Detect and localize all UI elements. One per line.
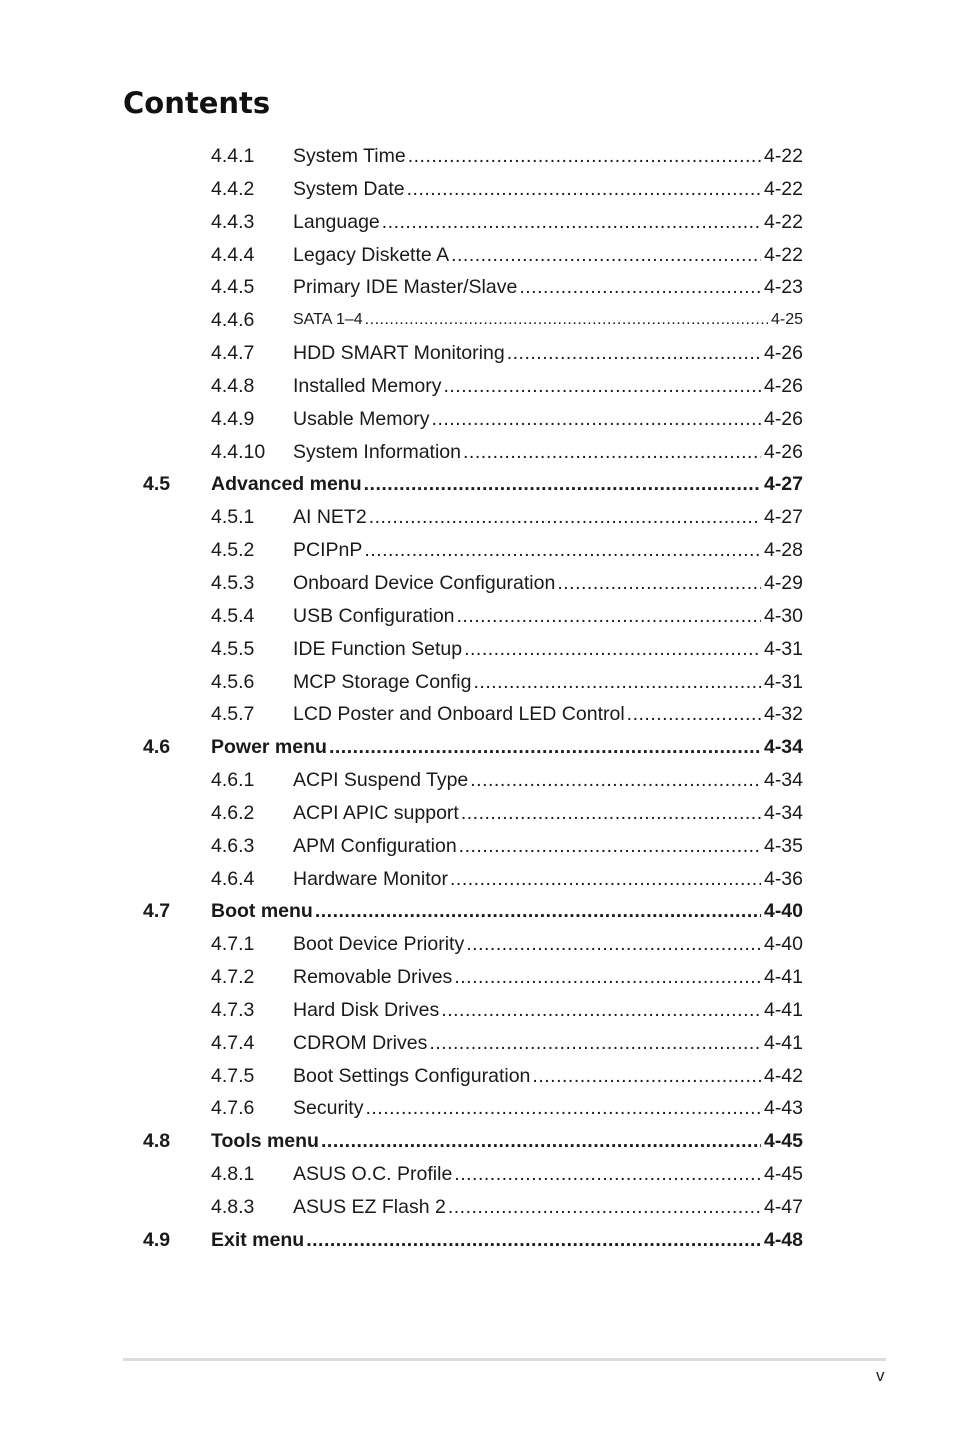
toc-entry-line xyxy=(293,1158,803,1191)
toc-entry-line xyxy=(293,666,803,699)
toc-entry-line xyxy=(293,534,803,567)
table-of-contents xyxy=(0,140,954,1257)
toc-subsection-entry[interactable] xyxy=(0,830,954,863)
dot-leader xyxy=(306,1224,761,1257)
dot-leader xyxy=(473,666,760,699)
toc-subsection-entry[interactable] xyxy=(0,206,954,239)
page-title: Contents xyxy=(123,86,271,120)
toc-subsection-entry[interactable] xyxy=(0,337,954,370)
toc-section-entry[interactable] xyxy=(0,895,954,928)
toc-subsection-entry[interactable] xyxy=(0,1158,954,1191)
toc-subsection-entry[interactable] xyxy=(0,1092,954,1125)
toc-entry-title: CDROM Drives xyxy=(293,1031,428,1054)
toc-subsection-entry[interactable] xyxy=(0,1191,954,1224)
toc-entry-page: 4-22 xyxy=(763,210,803,233)
dot-leader xyxy=(466,928,761,961)
toc-entry-page: 4-30 xyxy=(763,604,803,627)
toc-entry-line xyxy=(293,928,803,961)
toc-entry-line xyxy=(293,830,803,863)
toc-entry-number: 4.7.5 xyxy=(211,1064,255,1087)
toc-entry-title: Power menu xyxy=(211,736,327,759)
toc-subsection-entry[interactable] xyxy=(0,764,954,797)
toc-entry-number: 4.7.1 xyxy=(211,933,255,956)
toc-entry-title: AI NET2 xyxy=(293,506,367,529)
toc-entry-page: 4-41 xyxy=(763,966,803,989)
dot-leader xyxy=(315,895,761,928)
toc-entry-page: 4-23 xyxy=(763,276,803,299)
toc-entry-page: 4-26 xyxy=(763,440,803,463)
toc-entry-line xyxy=(293,436,803,469)
toc-entry-title: Removable Drives xyxy=(293,966,453,989)
dot-leader xyxy=(463,436,761,469)
toc-entry-line xyxy=(211,468,803,501)
toc-entry-line xyxy=(293,501,803,534)
toc-entry-number: 4.7.2 xyxy=(211,966,255,989)
toc-entry-title: Tools menu xyxy=(211,1130,319,1153)
toc-entry-number: 4.4.7 xyxy=(211,342,255,365)
dot-leader xyxy=(450,863,761,896)
toc-entry-page: 4-34 xyxy=(763,801,803,824)
toc-entry-title: IDE Function Setup xyxy=(293,637,463,660)
toc-subsection-entry[interactable] xyxy=(0,239,954,272)
toc-subsection-entry[interactable] xyxy=(0,863,954,896)
toc-subsection-entry[interactable] xyxy=(0,633,954,666)
toc-entry-line xyxy=(293,600,803,633)
toc-subsection-entry[interactable] xyxy=(0,370,954,403)
toc-entry-line xyxy=(293,337,803,370)
toc-entry-page: 4-35 xyxy=(763,834,803,857)
toc-entry-line xyxy=(293,764,803,797)
dot-leader xyxy=(454,961,761,994)
dot-leader xyxy=(369,501,761,534)
toc-entry-title: APM Configuration xyxy=(293,834,457,857)
toc-entry-page: 4-32 xyxy=(763,703,803,726)
dot-leader xyxy=(461,797,761,830)
toc-entry-line xyxy=(293,304,803,337)
toc-entry-title: Hardware Monitor xyxy=(293,867,448,890)
toc-entry-number: 4.4.4 xyxy=(211,243,255,266)
toc-subsection-entry[interactable] xyxy=(0,698,954,731)
toc-entry-page: 4-22 xyxy=(763,177,803,200)
toc-entry-page: 4-45 xyxy=(763,1130,803,1153)
dot-leader xyxy=(454,1158,761,1191)
toc-entry-page: 4-26 xyxy=(763,374,803,397)
toc-entry-title: Security xyxy=(293,1097,364,1120)
toc-entry-number: 4.5.5 xyxy=(211,637,255,660)
toc-entry-number: 4.5.2 xyxy=(211,539,255,562)
toc-entry-page: 4-27 xyxy=(763,506,803,529)
toc-entry-number: 4.4.3 xyxy=(211,210,255,233)
toc-entry-number: 4.7.4 xyxy=(211,1031,255,1054)
dot-leader xyxy=(443,370,761,403)
toc-entry-title: Usable Memory xyxy=(293,407,430,430)
dot-leader xyxy=(464,633,761,666)
toc-entry-page: 4-31 xyxy=(763,637,803,660)
toc-entry-line xyxy=(293,206,803,239)
toc-entry-line xyxy=(293,994,803,1027)
toc-entry-line xyxy=(293,173,803,206)
toc-entry-title: HDD SMART Monitoring xyxy=(293,342,505,365)
toc-entry-number: 4.5.4 xyxy=(211,604,255,627)
toc-entry-page: 4-43 xyxy=(763,1097,803,1120)
toc-entry-page: 4-26 xyxy=(763,407,803,430)
toc-entry-page: 4-34 xyxy=(763,769,803,792)
toc-section-entry[interactable] xyxy=(0,731,954,764)
toc-entry-line xyxy=(293,140,803,173)
dot-leader xyxy=(321,1125,761,1158)
toc-entry-number: 4.4.2 xyxy=(211,177,255,200)
toc-subsection-entry[interactable] xyxy=(0,600,954,633)
toc-entry-page: 4-22 xyxy=(763,243,803,266)
toc-entry-number: 4.4.5 xyxy=(211,276,255,299)
toc-entry-page: 4-36 xyxy=(763,867,803,890)
toc-entry-title: SATA 1–4 xyxy=(293,311,363,329)
dot-leader xyxy=(519,271,761,304)
toc-entry-title: MCP Storage Config xyxy=(293,670,472,693)
toc-entry-number: 4.7.3 xyxy=(211,998,255,1021)
toc-entry-page: 4-40 xyxy=(763,933,803,956)
toc-entry-number: 4.4.10 xyxy=(211,440,266,463)
dot-leader xyxy=(429,1027,761,1060)
dot-leader xyxy=(451,239,761,272)
toc-subsection-entry[interactable] xyxy=(0,140,954,173)
toc-entry-line xyxy=(211,1125,803,1158)
toc-entry-line xyxy=(293,403,803,436)
toc-entry-number: 4.6.1 xyxy=(211,769,255,792)
dot-leader xyxy=(557,567,761,600)
toc-entry-title: Installed Memory xyxy=(293,374,442,397)
dot-leader xyxy=(532,1060,761,1093)
dot-leader xyxy=(407,173,761,206)
toc-entry-number: 4.6.3 xyxy=(211,834,255,857)
dot-leader xyxy=(470,764,761,797)
dot-leader xyxy=(365,1092,761,1125)
toc-section-entry[interactable] xyxy=(0,468,954,501)
toc-entry-number: 4.6 xyxy=(143,736,171,759)
toc-entry-title: Legacy Diskette A xyxy=(293,243,450,266)
toc-entry-page: 4-41 xyxy=(763,998,803,1021)
toc-subsection-entry[interactable] xyxy=(0,961,954,994)
toc-entry-line xyxy=(293,239,803,272)
toc-section-entry[interactable] xyxy=(0,1224,954,1257)
toc-entry-line xyxy=(293,567,803,600)
toc-entry-number: 4.8 xyxy=(143,1130,171,1153)
toc-entry-title: ASUS O.C. Profile xyxy=(293,1163,453,1186)
dot-leader xyxy=(382,206,761,239)
toc-entry-page: 4-40 xyxy=(763,900,803,923)
toc-entry-page: 4-34 xyxy=(763,736,803,759)
dot-leader xyxy=(432,403,761,436)
toc-entry-line xyxy=(293,1060,803,1093)
toc-entry-title: LCD Poster and Onboard LED Control xyxy=(293,703,625,726)
toc-entry-title: ASUS EZ Flash 2 xyxy=(293,1196,446,1218)
toc-subsection-entry[interactable] xyxy=(0,1027,954,1060)
toc-entry-page: 4-26 xyxy=(763,342,803,365)
toc-subsection-entry[interactable] xyxy=(0,1060,954,1093)
toc-entry-title: Boot Device Priority xyxy=(293,933,465,956)
toc-section-entry[interactable] xyxy=(0,1125,954,1158)
toc-entry-title: System Information xyxy=(293,440,461,463)
toc-entry-title: USB Configuration xyxy=(293,604,455,627)
toc-entry-page: 4-41 xyxy=(763,1031,803,1054)
toc-entry-number: 4.5.3 xyxy=(211,571,255,594)
toc-entry-page: 4-25 xyxy=(770,311,803,329)
toc-subsection-entry[interactable] xyxy=(0,994,954,1027)
toc-subsection-entry[interactable] xyxy=(0,567,954,600)
toc-entry-line xyxy=(211,895,803,928)
toc-entry-page: 4-31 xyxy=(763,670,803,693)
toc-entry-number: 4.8.3 xyxy=(211,1196,255,1218)
toc-entry-number: 4.4.1 xyxy=(211,145,255,167)
toc-entry-number: 4.5.7 xyxy=(211,703,255,726)
dot-leader xyxy=(441,994,761,1027)
dot-leader xyxy=(459,830,761,863)
toc-entry-line xyxy=(293,863,803,896)
toc-entry-number: 4.4.6 xyxy=(211,309,255,332)
toc-subsection-entry[interactable] xyxy=(0,797,954,830)
toc-entry-line xyxy=(293,271,803,304)
toc-entry-title: Onboard Device Configuration xyxy=(293,571,556,594)
toc-entry-line xyxy=(211,1224,803,1257)
toc-entry-title: ACPI Suspend Type xyxy=(293,769,469,792)
dot-leader xyxy=(627,698,761,731)
toc-entry-title: Language xyxy=(293,210,380,233)
toc-entry-title: System Date xyxy=(293,177,405,200)
toc-entry-number: 4.7.6 xyxy=(211,1097,255,1120)
toc-entry-title: Boot Settings Configuration xyxy=(293,1064,531,1087)
toc-entry-number: 4.7 xyxy=(143,900,171,923)
toc-entry-number: 4.5.1 xyxy=(211,506,255,529)
toc-entry-number: 4.8.1 xyxy=(211,1163,255,1186)
toc-entry-title: Exit menu xyxy=(211,1228,305,1251)
toc-entry-page: 4-29 xyxy=(763,571,803,594)
toc-entry-number: 4.6.2 xyxy=(211,801,255,824)
toc-entry-page: 4-47 xyxy=(763,1196,803,1218)
toc-subsection-entry[interactable] xyxy=(0,928,954,961)
toc-entry-title: Advanced menu xyxy=(211,473,362,496)
toc-entry-line xyxy=(293,1191,803,1224)
page-number: v xyxy=(876,1366,885,1385)
toc-entry-title: Boot menu xyxy=(211,900,313,923)
toc-entry-title: Hard Disk Drives xyxy=(293,998,440,1021)
toc-subsection-entry[interactable] xyxy=(0,501,954,534)
footer-divider xyxy=(123,1358,886,1361)
toc-subsection-entry[interactable] xyxy=(0,436,954,469)
toc-entry-line xyxy=(293,698,803,731)
toc-entry-page: 4-42 xyxy=(763,1064,803,1087)
toc-entry-number: 4.6.4 xyxy=(211,867,255,890)
toc-entry-number: 4.4.8 xyxy=(211,374,255,397)
toc-entry-number: 4.5 xyxy=(143,473,171,496)
dot-leader xyxy=(408,140,761,173)
dot-leader xyxy=(365,304,768,337)
toc-entry-number: 4.5.6 xyxy=(211,670,255,693)
dot-leader xyxy=(457,600,761,633)
toc-entry-page: 4-22 xyxy=(763,145,803,167)
dot-leader xyxy=(329,731,761,764)
toc-subsection-entry[interactable] xyxy=(0,403,954,436)
toc-entry-title: ACPI APIC support xyxy=(293,801,459,824)
toc-entry-line xyxy=(293,633,803,666)
dot-leader xyxy=(507,337,761,370)
dot-leader xyxy=(448,1191,761,1224)
toc-entry-title: PCIPnP xyxy=(293,539,363,562)
toc-subsection-entry[interactable] xyxy=(0,304,954,337)
toc-entry-page: 4-45 xyxy=(763,1163,803,1186)
toc-entry-title: System Time xyxy=(293,145,406,167)
toc-subsection-entry[interactable] xyxy=(0,666,954,699)
toc-entry-page: 4-48 xyxy=(763,1228,803,1251)
toc-subsection-entry[interactable] xyxy=(0,173,954,206)
toc-entry-page: 4-27 xyxy=(763,473,803,496)
toc-entry-line xyxy=(293,370,803,403)
toc-entry-line xyxy=(293,961,803,994)
toc-subsection-entry[interactable] xyxy=(0,534,954,567)
toc-entry-title: Primary IDE Master/Slave xyxy=(293,276,518,299)
toc-subsection-entry[interactable] xyxy=(0,271,954,304)
toc-entry-line xyxy=(293,1027,803,1060)
toc-entry-number: 4.9 xyxy=(143,1228,171,1251)
toc-entry-line xyxy=(211,731,803,764)
dot-leader xyxy=(364,534,761,567)
toc-entry-line xyxy=(293,1092,803,1125)
dot-leader xyxy=(364,468,761,501)
toc-entry-line xyxy=(293,797,803,830)
toc-entry-page: 4-28 xyxy=(763,539,803,562)
toc-entry-number: 4.4.9 xyxy=(211,407,255,430)
